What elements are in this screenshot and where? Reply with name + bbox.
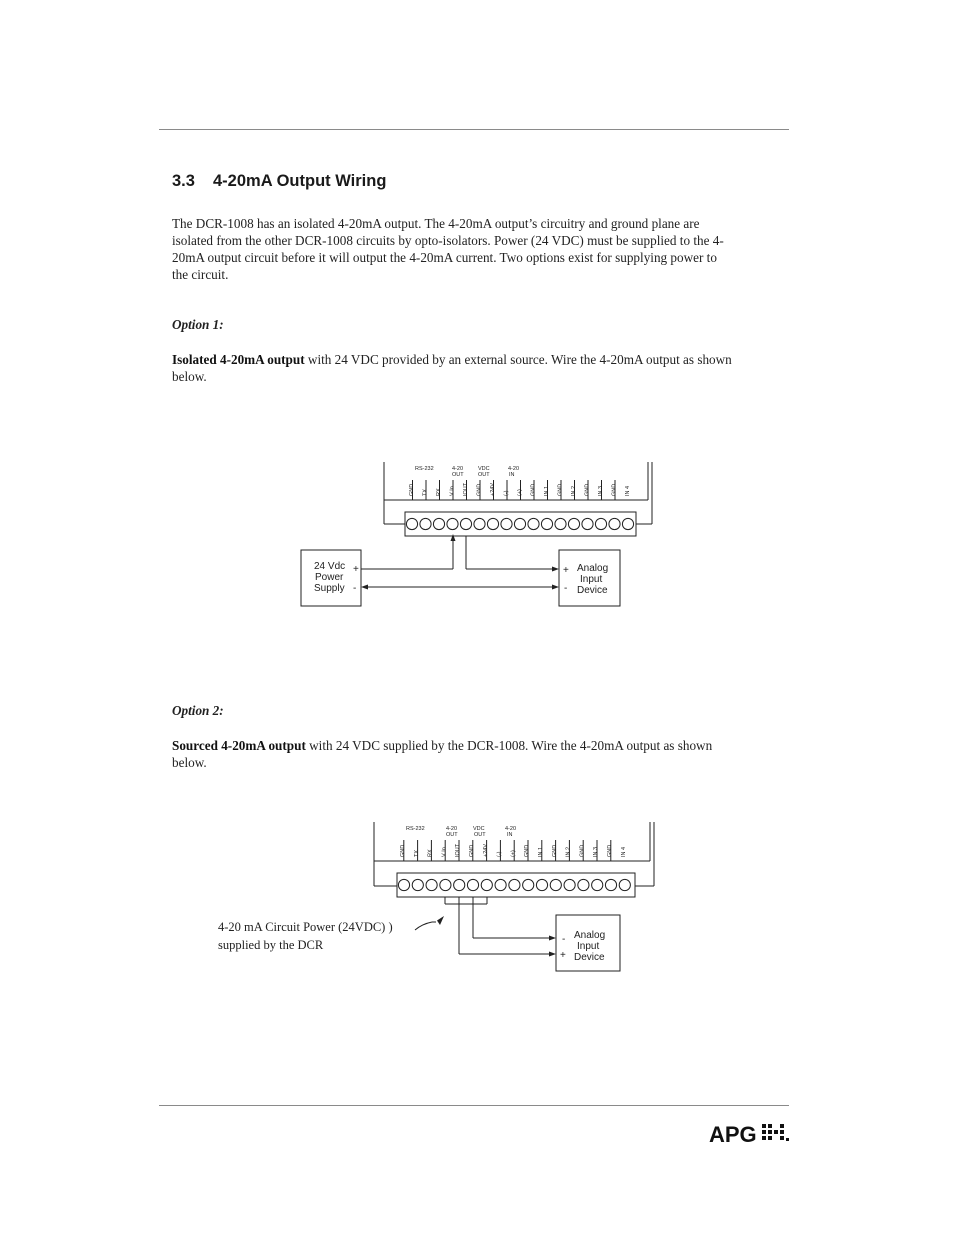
d1-group-420in-a: 4-20 (508, 466, 520, 472)
d1-group-420in-b: IN (509, 472, 515, 478)
d1-screw-terminal (501, 518, 512, 529)
d2-terminal-label: GND (551, 844, 558, 857)
apg-logo-text: APG (709, 1122, 757, 1147)
footer-rule (159, 1105, 789, 1106)
d1-screw-terminal (528, 518, 539, 529)
d2-terminal-label: GND (579, 844, 586, 857)
intro-line-3: 20mA output circuit before it will output the 4-20mA current. Two options exist for supplying power to (172, 250, 717, 265)
d1-screw-terminal (406, 518, 417, 529)
d1-screw-terminal (474, 518, 485, 529)
d2-terminal-label: GND (400, 844, 406, 857)
d1-screw-terminal (460, 518, 471, 529)
d2-screw-terminal (592, 879, 603, 890)
d1-ps-line3: Supply (314, 583, 345, 594)
d2-screw-terminal (426, 879, 437, 890)
d2-dev-minus: - (562, 934, 566, 945)
d2-screw-terminal (564, 879, 575, 890)
d2-caption-line1: 4-20 mA Circuit Power (24VDC) ) (218, 920, 393, 934)
d1-ps-minus: - (353, 583, 357, 594)
option2-wiring-diagram (210, 818, 665, 978)
d2-group-420in-a: 4-20 (505, 826, 517, 832)
d2-terminal-label: IN 1 (538, 846, 544, 857)
d2-terminal-label: GND (524, 844, 531, 857)
d1-screw-terminal (433, 518, 444, 529)
d2-screw-terminal (509, 879, 520, 890)
d1-terminal-label: GND (557, 483, 564, 496)
d2-group-420out-a: 4-20 (446, 826, 458, 832)
d1-terminal-label: GND (530, 483, 537, 496)
d1-terminal-label: RX (436, 488, 442, 496)
d1-ps-plus: + (353, 564, 359, 575)
d1-ps-line1: 24 Vdc (314, 561, 346, 572)
d2-terminal-label: (-) (496, 851, 503, 857)
d2-terminal-label: TX (413, 849, 420, 857)
d1-ps-line2: Power (315, 572, 344, 583)
d1-terminal-label: (-) (503, 490, 510, 496)
intro-line-1: The DCR-1008 has an isolated 4-20mA output. The 4-20mA output’s circuitry and ground plane are (172, 216, 700, 231)
d2-screw-terminal (398, 879, 409, 890)
option2-text-1: with 24 VDC supplied by the DCR-1008. Wire the 4-20mA output as shown (305, 738, 713, 753)
option1-wiring-diagram (295, 458, 665, 612)
d1-terminal-label: V In (449, 486, 456, 496)
d1-screw-terminal (514, 518, 525, 529)
d2-dev-line3: Device (574, 952, 605, 963)
d1-terminal-label: TX (422, 488, 429, 496)
d2-screw-terminal (440, 879, 451, 890)
d2-terminal-label: IN 3 (593, 846, 600, 857)
d1-screw-terminal (487, 518, 498, 529)
d2-screw-terminal (412, 879, 423, 890)
d1-dev-plus: + (563, 565, 569, 576)
d2-dev-plus: + (560, 950, 566, 961)
d1-screw-terminal (541, 518, 552, 529)
d2-terminal-label: RX (427, 849, 434, 857)
intro-line-4: the circuit. (172, 267, 229, 282)
d1-dev-line2: Input (580, 574, 603, 585)
d2-caption-line2: supplied by the DCR (218, 938, 324, 952)
d1-screw-terminal (568, 518, 579, 529)
d1-screw-terminal (595, 518, 606, 529)
d1-screw-terminal (447, 518, 458, 529)
d1-group-vdcout-b: OUT (478, 472, 490, 478)
d1-dev-line3: Device (577, 585, 608, 596)
d1-terminal-label: +24V (490, 483, 496, 496)
d1-group-vdcout-a: VDC (478, 466, 490, 472)
section-title: 4-20mA Output Wiring (213, 172, 387, 190)
d2-terminal-label: IOUT (455, 843, 462, 857)
d1-terminal-label: IOUT (463, 482, 469, 496)
section-number: 3.3 (172, 172, 195, 190)
d2-screw-terminal (454, 879, 465, 890)
apg-logo (708, 1120, 798, 1150)
d2-screw-terminal (523, 879, 534, 890)
d1-screw-terminal (555, 518, 566, 529)
d2-group-vdcout-a: VDC (473, 826, 485, 832)
d1-screw-terminal (609, 518, 620, 529)
d2-screw-terminal (578, 879, 589, 890)
d1-terminal-label: GND (476, 483, 483, 496)
d1-dev-minus: - (564, 583, 568, 594)
d2-dev-line1: Analog (574, 930, 606, 941)
d1-dev-line1: Analog (577, 563, 609, 574)
option1-text-1: with 24 VDC provided by an external source. Wire the 4-20mA output as shown (304, 352, 732, 367)
d1-screw-terminal (582, 518, 593, 529)
d2-terminal-label: (+) (510, 850, 517, 857)
option1-bold: Isolated 4-20mA output (172, 352, 305, 367)
option1-text-2: below. (172, 369, 207, 384)
d2-group-420in-b: IN (507, 832, 513, 838)
d2-terminal-label: +24V (482, 844, 489, 857)
d1-screw-terminal (420, 518, 431, 529)
d2-terminal-label: V In (441, 847, 448, 857)
d2-group-420out-b: OUT (446, 832, 458, 838)
d1-terminal-label: IN 2 (571, 485, 577, 496)
intro-paragraph (172, 215, 787, 283)
d2-group-vdcout-b: OUT (474, 832, 486, 838)
d2-screw-terminal (495, 879, 506, 890)
d2-screw-terminal (550, 879, 561, 890)
option2-paragraph (172, 737, 787, 771)
option2-bold: Sourced 4-20mA output (172, 738, 306, 753)
d1-terminal-label: GND (409, 483, 415, 496)
d1-terminal-label: GND (611, 483, 618, 496)
d1-terminal-label: IN 3 (598, 485, 604, 496)
d2-terminal-label: IN 4 (620, 846, 627, 857)
option2-text-2: below. (172, 755, 207, 770)
d2-dev-line2: Input (577, 941, 600, 952)
option1-label: Option 1: (172, 317, 224, 332)
d1-terminal-label: IN 4 (625, 485, 631, 496)
d2-screw-terminal (467, 879, 478, 890)
d1-group-rs232: RS-232 (415, 466, 434, 472)
header-rule (159, 129, 789, 130)
option1-paragraph (172, 351, 787, 385)
d2-group-rs232: RS-232 (406, 826, 425, 832)
option2-label: Option 2: (172, 703, 224, 718)
d1-terminal-label: GND (584, 483, 591, 496)
d1-group-420out-b: OUT (452, 472, 464, 478)
apg-logo-mark (762, 1124, 789, 1141)
d1-terminal-label: IN 1 (544, 485, 550, 496)
d2-terminal-label: GND (469, 844, 475, 857)
d1-screw-terminal (622, 518, 633, 529)
section-heading (172, 172, 386, 191)
d2-screw-terminal (619, 879, 630, 890)
intro-line-2: isolated from the other DCR-1008 circuits by opto-isolators. Power (24 VDC) must be supplied to the 4- (172, 233, 724, 248)
d1-group-420out-a: 4-20 (452, 466, 464, 472)
d2-screw-terminal (481, 879, 492, 890)
d2-screw-terminal (605, 879, 616, 890)
d1-terminal-label: (+) (517, 489, 523, 496)
d2-terminal-label: GND (607, 844, 613, 857)
d2-screw-terminal (536, 879, 547, 890)
d2-terminal-label: IN 2 (565, 846, 572, 857)
